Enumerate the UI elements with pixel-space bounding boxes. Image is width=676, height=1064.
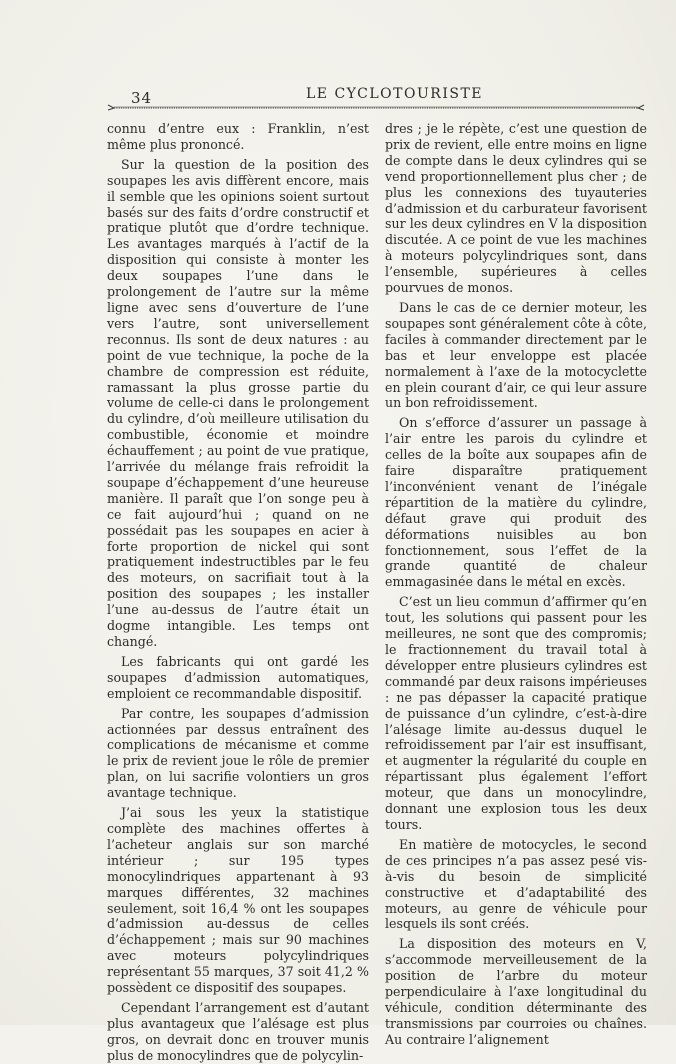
paragraph: J’ai sous les yeux la statistique complète des machines offertes à l’acheteur anglais sur son marché intérieur ; sur 195 types monocylindriques appartenant à 93 marques différentes, 32 machines seulement, soit 16,4 % ont les soupapes d’admission au-dessus de celles d’échappement ; mais sur 90 machines avec moteurs polycylindriques représentant 55 marques, 37 soit 41,2 % possèdent ce dispositif des soupapes. xyxy=(107,805,369,996)
paragraph: Les fabricants qui ont gardé les soupapes d’admission automatiques, emploient ce recommandable dispositif. xyxy=(107,653,369,701)
running-title: LE CYCLOTOURISTE xyxy=(306,86,483,102)
paragraph: En matière de motocycles, le second de ces principes n’a pas assez pesé vis-à-vis du besoin de simplicité constructive et d’adaptabilité des moteurs, au genre de véhicule pour lesquels ils sont créés. xyxy=(385,836,647,932)
paragraph: Cependant l’arrangement est d’autant plus avantageux que l’alésage est plus gros, on devrait donc en trouver munis plus de monocylindres que de polycylin- xyxy=(107,999,369,1063)
header-rule xyxy=(106,103,646,111)
paragraph: Sur la question de la position des soupapes les avis diffèrent encore, mais il semble que les opinions soient surtout basés sur des faits d’ordre constructif et pratique plutôt que d’ordre technique. Les avantages marqués à l’actif de la disposition qui consiste à monter les deux soupapes l’une dans le prolongement de l’autre sur la même ligne avec sens d’ouverture de l’une vers l’autre, sont universellement reconnus. Ils sont de deux natures : au point de vue technique, la poche de la chambre de compression est réduite, ramassant la plus grosse partie du volume de celle-ci dans le prolongement du cylindre, d’où meilleure utilisation du combustible, économie et moindre échauffement ; au point de vue pratique, l’arrivée du mélange frais refroidit la soupape d’échappement d’une heureuse manière. Il paraît que l’on songe peu à ce fait aujourd’hui ; quand on ne possédait pas les soupapes en acier à forte proportion de nickel qui sont pratiquement indestructibles par le feu des moteurs, on sacrifiait tout à la position des soupapes ; les installer l’une au-dessus de l’autre était un dogme intangible. Les temps ont changé. xyxy=(107,156,369,649)
paragraph: connu d’entre eux : Franklin, n’est même plus prononcé. xyxy=(107,121,369,152)
paragraph: dres ; je le répète, c’est une question de prix de revient, elle entre moins en ligne de compte dans le deux cylindres qui se vend proportionnellement plus cher ; de plus les connexions des tuyauteries d’admission et du carburateur favorisent sur les deux cylindres en V la disposition discutée. A ce point de vue les machines à moteurs polycylindriques sont, dans l’ensemble, supérieures à celles pourvues de monos. xyxy=(385,121,647,296)
paragraph: On s’efforce d’assurer un passage à l’air entre les parois du cylindre et celles de la boîte aux soupapes afin de faire disparaître pratiquement l’inconvénient venant de l’inégale répartition de la matière du cylindre, défaut grave qui produit des déformations nuisibles au bon fonctionnement, sous l’effet de la grande quantité de chaleur emmagasinée dans le métal en excès. xyxy=(385,415,647,590)
page-number: 34 xyxy=(131,89,153,107)
paragraph: Par contre, les soupapes d’admission actionnées par dessus entraînent des complications de mécanisme et comme le prix de revient joue le rôle de premier plan, on lui sacrifie volontiers un gros avantage technique. xyxy=(107,705,369,801)
paragraph: La disposition des moteurs en V, s’accommode merveilleusement de la position de l’arbre du moteur perpendiculaire à l’axe longitudinal du véhicule, condition déterminante des transmissions par courroies ou chaînes. Au contraire l’alignement xyxy=(385,936,647,1047)
right-column xyxy=(385,121,647,1048)
left-column xyxy=(107,121,369,1064)
paragraph: C’est un lieu commun d’affirmer qu’en tout, les solutions qui passent pour les meilleures, ne sont que des compromis; le fractionnement du travail total à développer entre plusieurs cylindres est commandé par deux raisons impérieuses : ne pas dépasser la capacité pratique de puissance d’un cylindre, c’est-à-dire l’alésage limite au-dessus duquel le refroidissement par l’air est insuffisant, et augmenter la régularité du couple en répartissant plus également l’effort moteur, que dans un monocylindre, donnant une explosion tous les deux tours. xyxy=(385,594,647,832)
paragraph: Dans le cas de ce dernier moteur, les soupapes sont généralement côte à côte, faciles à commander directement par le bas et leur enveloppe est placée normalement à l’axe de la motocyclette en plein courant d’air, ce qui leur assure un bon refroidissement. xyxy=(385,299,647,411)
